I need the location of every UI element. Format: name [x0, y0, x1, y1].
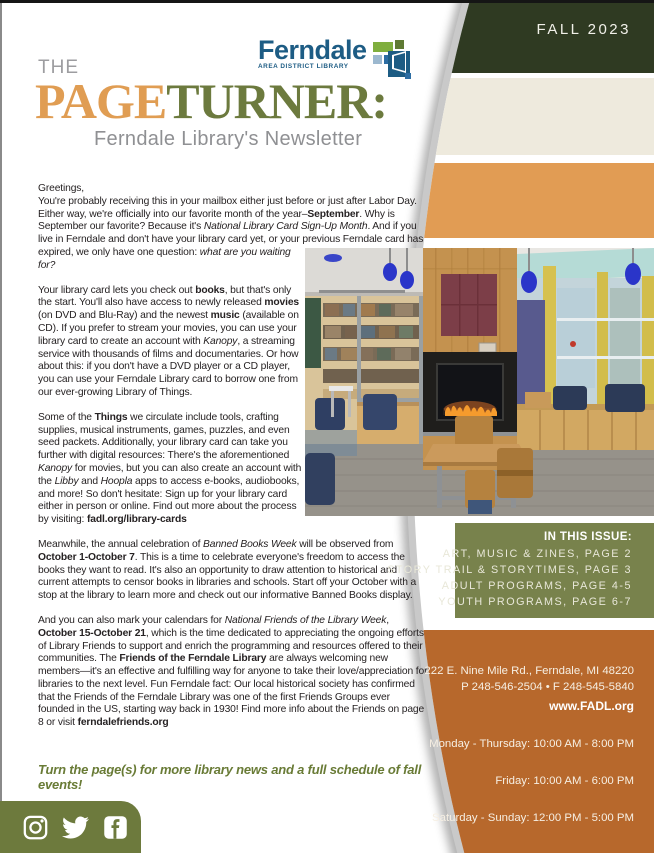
article-body — [38, 183, 428, 742]
body-paragraph: And you can also mark your calendars for National Friends of the Library Week, October 15-October 21, which is the time dedicated to appreciating the ongoing efforts of Library Friends to support and enrich the programming and resources offered to their communities. The Friends of the Ferndale Library are always welcoming new members—it's an effective and fulfilling way for anyone to take their love/appreciation for libraries to the next level. Fun Ferndale fact: Our local historical society has confirmed that the Friends of the Ferndale Library was one of the first Friends Groups ever founded in the US, starting way back in 1930! Find more info about the Friends on page 8 or visit ferndalefriends.org — [38, 614, 428, 729]
facebook-icon[interactable] — [102, 814, 129, 841]
left-edge-line — [0, 0, 2, 853]
body-paragraph: Meanwhile, the annual celebration of Banned Books Week will be observed from October 1-October 7. This is a time to celebrate everyone's freedom to access the books they want to read. It's also an opportunity to draw attention to historical and current attempts to censor books in libraries and schools. Start off your October with a stop at the library to learn more and check out our informative Banned Books display. — [38, 538, 417, 602]
logo-tagline: AREA DISTRICT LIBRARY — [258, 63, 349, 70]
top-edge-line — [0, 0, 654, 3]
issue-item[interactable]: ART, MUSIC & ZINES, PAGE 2 — [442, 548, 632, 560]
issue-item[interactable]: ADULT PROGRAMS, PAGE 4-5 — [441, 580, 632, 592]
logo-name: Ferndale — [258, 35, 367, 65]
contact-block — [424, 665, 634, 824]
page-title — [35, 72, 387, 130]
website-link[interactable]: www.FADL.org — [549, 699, 634, 713]
hours-line: Monday - Thursday: 10:00 AM - 8:00 PM — [429, 738, 634, 750]
wrap-spacer — [427, 183, 428, 248]
title-turner-word: TURNER: — [166, 73, 387, 129]
twitter-icon[interactable] — [62, 814, 89, 841]
masthead-subtitle: Ferndale Library's Newsletter — [94, 128, 363, 150]
issue-heading: IN THIS ISSUE: — [543, 531, 632, 543]
issue-item[interactable]: STORY TRAIL & STORYTIMES, PAGE 3 — [387, 564, 632, 576]
body-paragraph: Greetings, You're probably receiving this in your mailbox either just before or just after Labor Day. Either way, we're officially into our favorite month of the year–September. Why is September our favorite? Because it's National Library Card Sign-Up Month. And if you live in Ferndale and don't have your library card yet, or your previous Ferndale card has expired, we only have one question: what are you waiting for? — [38, 183, 424, 271]
phone-fax-line: P 248-546-2504 • F 248-545-5840 — [461, 681, 634, 693]
hours-line: Saturday - Sunday: 12:00 PM - 5:00 PM — [432, 812, 634, 824]
social-bar — [0, 801, 141, 853]
wrap-spacer-photo — [302, 248, 428, 518]
hours-line: Friday: 10:00 AM - 6:00 PM — [495, 775, 634, 787]
masthead-kicker: THE — [38, 57, 79, 78]
sidebar-band-dark-green — [413, 3, 654, 73]
instagram-icon[interactable] — [22, 814, 49, 841]
title-page-word: PAGE — [35, 73, 167, 129]
in-this-issue — [387, 531, 632, 610]
sidebar-band-cream — [413, 78, 654, 155]
body-paragraph: Your library card lets you check out books, but that's only the start. You'll also have access to newly released movies (on DVD and Blu-Ray) and the newest music (available on CD). If you prefer to stream your movies, you can use your library card to create an account with Kanopy, a streaming service with thousands of films and documentaries. Or how about this: if you don't have a DVD player or a CD player, you can use your Ferndale Library card to borrow one from our ever-growing Library of Things. — [38, 284, 299, 398]
sidebar-band-orange — [413, 163, 654, 238]
body-paragraph: Some of the Things we circulate include tools, crafting supplies, musical instruments, games, puzzles, and even seed packets. Additionally, your library card can take you further with digital resources: There's the aforementioned Kanopy for movies, but you can also create an account with the Libby and Hoopla apps to access e-books, audiobooks, and more! So don't hesitate: Sign up for your library card either in person or online. Find out more about the process by visiting: fadl.org/library-cards — [38, 411, 302, 526]
issue-item[interactable]: YOUTH PROGRAMS, PAGE 6-7 — [438, 596, 632, 608]
turn-page-note: Turn the page(s) for more library news and a full schedule of fall events! — [38, 762, 422, 792]
season-label: FALL 2023 — [536, 21, 631, 38]
address-line: 222 E. Nine Mile Rd., Ferndale, MI 48220 — [424, 665, 634, 677]
